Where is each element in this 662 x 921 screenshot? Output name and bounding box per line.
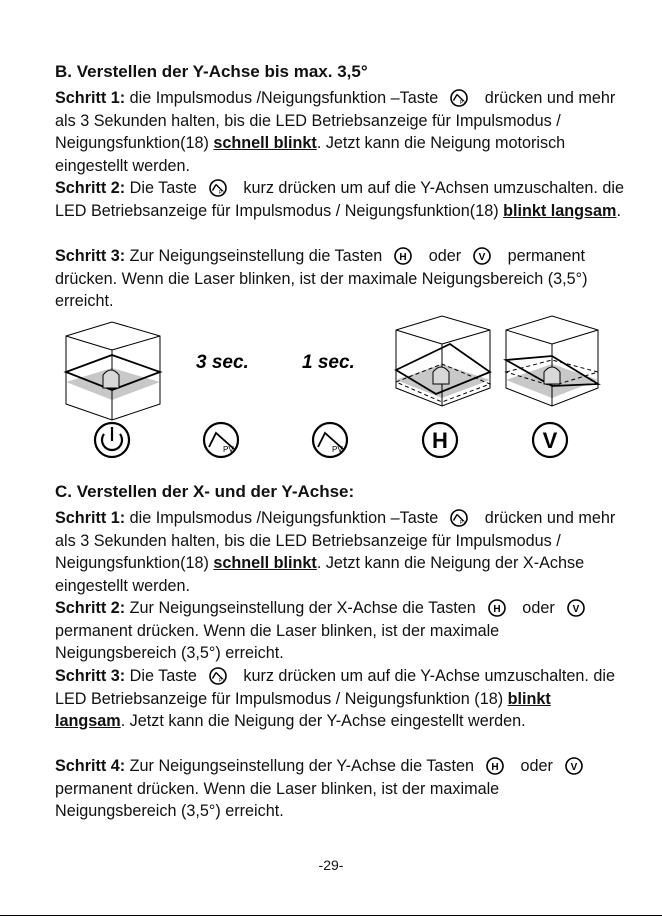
section-b-step-2: Schritt 2: Die Taste kurz drücken um auf die Y-Achsen umzuschalten. die LED Betriebsanzeige für Impulsmodus / Neigungsfunktion(18) blinkt langsam. (55, 179, 624, 220)
section-b-step-1: Schritt 1: die Impulsmodus /Neigungsfunktion –Taste drücken und mehr als 3 Sekunden halten, bis die LED Betriebsanzeige für Impulsmodus / Neigungsfunktion(18) schnell blinkt. Jetzt kann die Neigung motorisch eingestellt werden. (55, 89, 616, 175)
v-key-icon (473, 247, 491, 265)
step-label: Schritt 2: (55, 179, 126, 197)
section-b-step-3: Schritt 3: Zur Neigungseinstellung die Tasten oder permanent drücken. Wenn die Laser blinken, ist der maximale Neigungsbereich (3,5°) erreicht. (55, 247, 588, 310)
tilt-mode-icon (450, 89, 468, 107)
v-key-icon (567, 599, 585, 617)
section-c-title: C. Verstellen der X- und der Y-Achse: (55, 482, 355, 501)
laser-box-tilt-y (506, 316, 598, 406)
label-1sec: 1 sec. (302, 352, 355, 373)
bottom-rule (0, 915, 662, 916)
h-key-icon (423, 423, 457, 457)
v-key-icon (533, 423, 567, 457)
v-key-icon (565, 757, 583, 775)
label-3sec: 3 sec. (196, 352, 249, 373)
svg-text:H: H (432, 428, 448, 453)
section-b-title: B. Verstellen der Y-Achse bis max. 3,5° (55, 62, 368, 81)
laser-box-tilt-x (396, 316, 490, 406)
section-c-step-4: Schritt 4: Zur Neigungseinstellung der Y-Achse die Tasten oder permanent drücken. Wenn die Laser blinken, ist der maximale Neigungsbereich (3,5°) erreicht. (55, 755, 625, 823)
tilt-mode-icon (313, 423, 347, 457)
step-label: Schritt 1: (55, 509, 126, 527)
svg-text:V: V (542, 428, 558, 453)
tilt-mode-icon (204, 423, 238, 457)
step-label: Schritt 3: (55, 247, 126, 265)
svg-text:PV: PV (223, 445, 234, 454)
tilt-mode-icon (209, 179, 227, 197)
h-key-icon (488, 599, 506, 617)
h-key-icon (394, 247, 412, 265)
tilt-mode-icon (450, 509, 468, 527)
step-label: Schritt 1: (55, 89, 126, 107)
laser-box-level (66, 322, 160, 420)
step-label: Schritt 3: (55, 667, 126, 685)
section-c-step-3: Schritt 3: Die Taste kurz drücken um auf die Y-Achse umzuschalten. die LED Betriebsanzeige für Impulsmodus / Neigungsfunktion (18) blinkt langsam. Jetzt kann die Neigung der Y-Achse eingestellt werden. (55, 667, 615, 730)
tilt-procedure-figure (0, 310, 662, 480)
step-label: Schritt 4: (55, 757, 126, 775)
power-button-icon (95, 423, 129, 457)
tilt-mode-icon (209, 667, 227, 685)
step-label: Schritt 2: (55, 599, 126, 617)
section-c-step-1: Schritt 1: die Impulsmodus /Neigungsfunktion –Taste drücken und mehr als 3 Sekunden halten, bis die LED Betriebsanzeige für Impulsmodus / Neigungsfunktion(18) schnell blinkt. Jetzt kann die Neigung der X-Achse eingestellt werden. (55, 509, 616, 595)
page-number: -29- (318, 857, 344, 873)
h-key-icon (486, 757, 504, 775)
svg-text:PV: PV (332, 445, 343, 454)
section-c-step-2: Schritt 2: Zur Neigungseinstellung der X-Achse die Tasten oder permanent drücken. Wenn die Laser blinken, ist der maximale Neigungsbereich (3,5°) erreicht. (55, 597, 625, 665)
